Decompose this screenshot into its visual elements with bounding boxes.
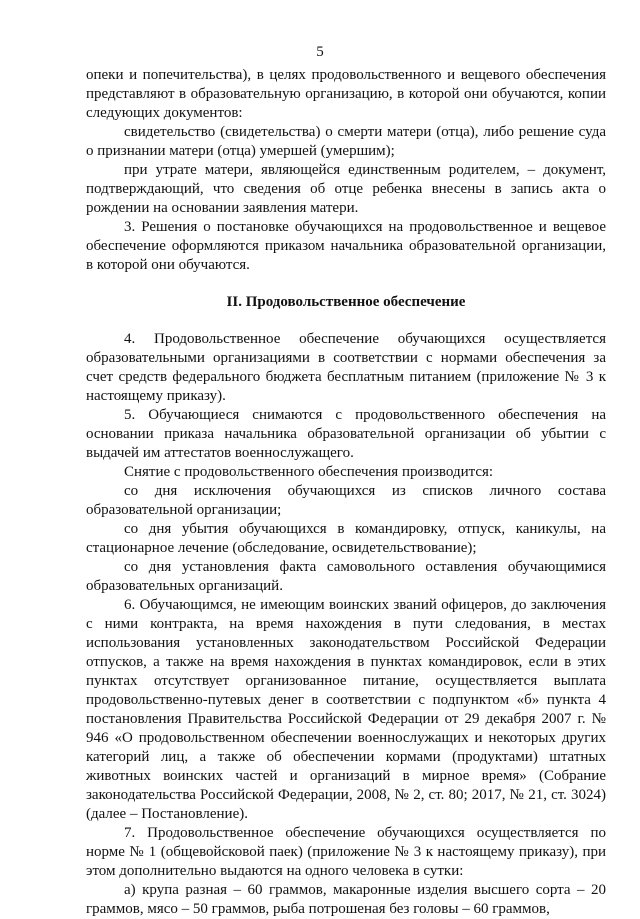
- paragraph: свидетельство (свидетельства) о смерти матери (отца), либо решение суда о признании матери (отца) умершей (умершим);: [86, 124, 606, 159]
- paragraph: 3. Решения о постановке обучающихся на продовольственное и вещевое обеспечение оформляются приказом начальника образовательной организации, в которой они обучаются.: [86, 219, 606, 273]
- paragraph: Снятие с продовольственного обеспечения производится:: [124, 464, 494, 480]
- paragraph: опеки и попечительства), в целях продовольственного и вещевого обеспечения представляют в образовательную организацию, в которой они обучаются, копии следующих документов:: [86, 67, 606, 121]
- paragraph: со дня исключения обучающихся из списков личного состава образовательной организации;: [86, 483, 606, 518]
- paragraph: 5. Обучающиеся снимаются с продовольственного обеспечения на основании приказа начальника образовательной организации об убытии с выдачей им аттестатов военнослужащего.: [86, 407, 606, 461]
- paragraph: 7. Продовольственное обеспечение обучающихся осуществляется по норме № 1 (общевойсковой паек) (приложение № 3 к настоящему приказу), при этом дополнительно выдаются на одного человека в сутки:: [86, 825, 606, 879]
- paragraph: а) крупа разная – 60 граммов, макаронные изделия высшего сорта – 20 граммов, мясо – 50 граммов, рыба потрошеная без головы – 60 граммов,: [86, 882, 606, 917]
- page-number: 5: [316, 44, 324, 60]
- paragraph: 4. Продовольственное обеспечение обучающихся осуществляется образовательными организациями в соответствии с нормами обеспечения за счет средств федерального бюджета бесплатным питанием (приложение № 3 к настоящему приказу).: [86, 331, 606, 404]
- paragraph: 6. Обучающимся, не имеющим воинских званий офицеров, до заключения с ними контракта, на время нахождения в пути следования, в местах использования установленных законодательством Российской Федерации отпусков, а также на время нахождения в пунктах командировок, если в этих пунктах отсутствует организованное питание, осуществляется выплата продовольственно-путевых денег в соответствии с подпунктом «б» пункта 4 постановления Правительства Российской Федерации от 29 декабря 2007 г. № 946 «О продовольственном обеспечении военнослужащих и некоторых других категорий лиц, а также об обеспечении кормами (продуктами) штатных животных воинских частей и организаций в мирное время» (Собрание законодательства Российской Федерации, 2008, № 2, ст. 80; 2017, № 21, ст. 3024) (далее – Постановление).: [86, 597, 606, 822]
- section-heading: II. Продовольственное обеспечение: [226, 294, 466, 310]
- paragraph: при утрате матери, являющейся единственным родителем, – документ, подтверждающий, что сведения об отце ребенка внесены в запись акта о рождении на основании заявления матери.: [86, 162, 606, 216]
- document-body: [86, 66, 606, 919]
- paragraph: со дня убытия обучающихся в командировку, отпуск, каникулы, на стационарное лечение (обследование, освидетельствование);: [86, 521, 606, 556]
- paragraph: со дня установления факта самовольного оставления обучающимися образовательных организаций.: [86, 559, 606, 594]
